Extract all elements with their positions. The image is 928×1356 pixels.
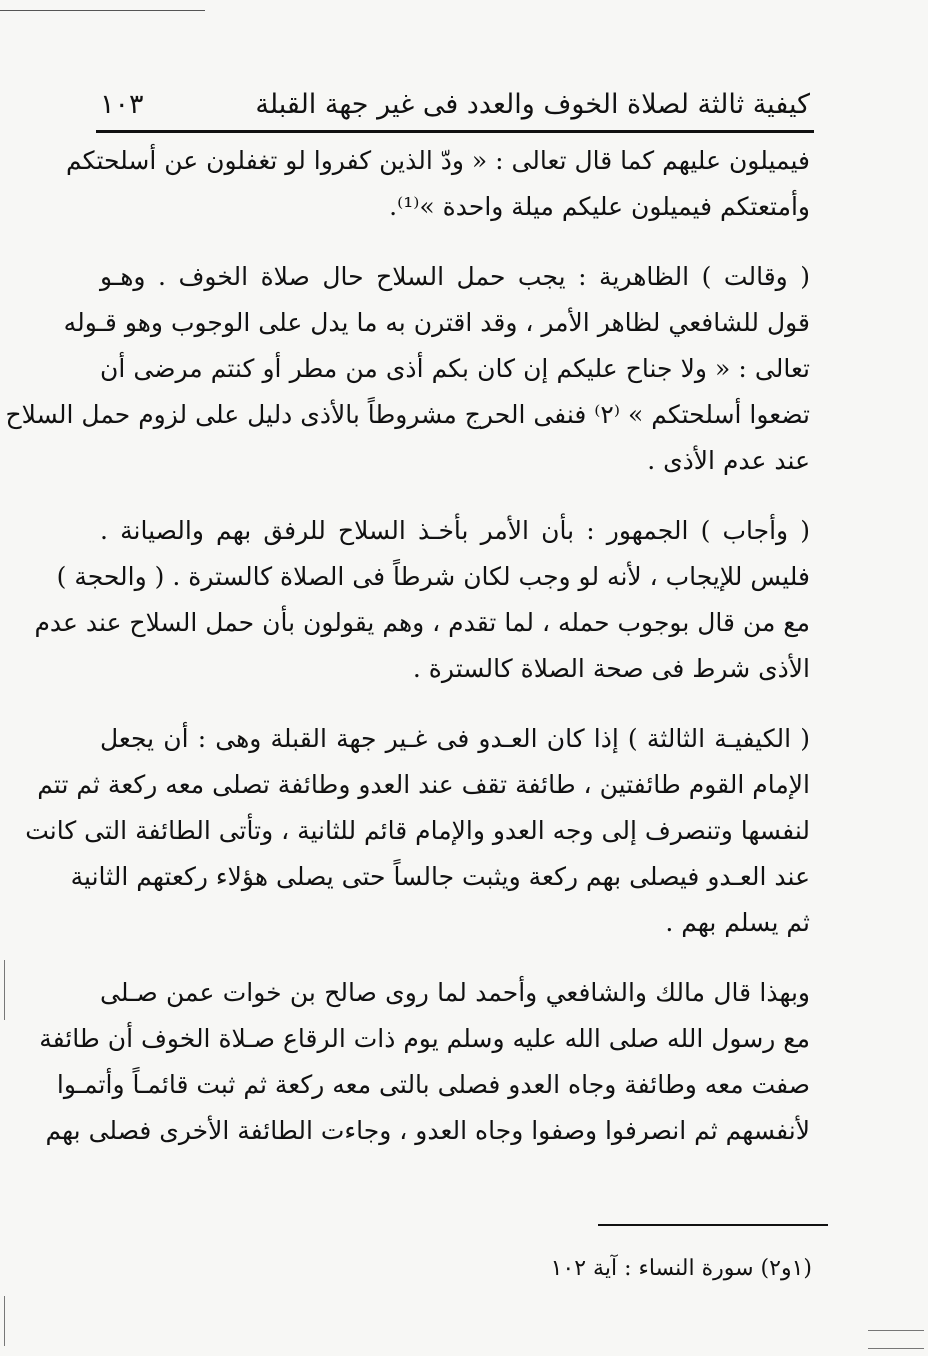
paragraph [25, 716, 810, 946]
paragraph [39, 970, 810, 1154]
scan-edge-mark [4, 1296, 5, 1346]
paragraph [66, 138, 810, 230]
running-title: كيفية ثالثة لصلاة الخوف والعدد فى غير جهة القبلة [255, 88, 810, 120]
text-line: ( وأجاب ) الجمهور : بأن الأمر بأخـذ السلاح للرفق بهم والصيانة . [100, 516, 810, 545]
scan-edge-mark [868, 1348, 924, 1349]
scan-edge-mark [868, 1330, 924, 1331]
scan-edge-line [0, 10, 205, 11]
page-number: ١٠٣ [100, 88, 144, 120]
paragraph [5, 254, 810, 484]
footnote-rule [598, 1224, 828, 1226]
text-line: مع من قال بوجوب حمله ، لما تقدم ، وهم يقولون بأن حمل السلاح عند عدم [34, 608, 810, 637]
text-line: فيميلون عليهم كما قال تعالى : « ودّ الذين كفروا لو تغفلون عن أسلحتكم [66, 146, 810, 175]
text-line: لأنفسهم ثم انصرفوا وصفوا وجاه العدو ، وجاءت الطائفة الأخرى فصلى بهم [45, 1116, 810, 1145]
text-line: تضعوا أسلحتكم » ⁽٢⁾ فنفى الحرج مشروطاً بالأذى دليل على لزوم حمل السلاح [5, 400, 810, 429]
scan-edge-mark [4, 960, 5, 1020]
text-line: الإمام القوم طائفتين ، طائفة تقف عند العدو وطائفة تصلى معه ركعة ثم تتم [37, 770, 810, 799]
body-text [5, 138, 810, 1178]
text-line: وأمتعتكم فيميلون عليكم ميلة واحدة »⁽¹⁾. [389, 192, 810, 221]
text-line: مع رسول الله صلى الله عليه وسلم يوم ذات الرقاع صـلاة الخوف أن طائفة [39, 1024, 810, 1053]
paragraph [34, 508, 810, 692]
page-header [100, 82, 810, 126]
text-line: ( الكيفيـة الثالثة ) إذا كان العـدو فى غـير جهة القبلة وهى : أن يجعل [100, 724, 810, 753]
text-line: وبهذا قال مالك والشافعي وأحمد لما روى صالح بن خوات عمن صـلى [100, 978, 810, 1007]
text-line: ثم يسلم بهم . [665, 908, 810, 937]
text-line: عند العـدو فيصلى بهم ركعة ويثبت جالساً حتى يصلى هؤلاء ركعتهم الثانية [70, 862, 810, 891]
text-line: عند عدم الأذى . [647, 446, 810, 475]
text-line: فليس للإيجاب ، لأنه لو وجب لكان شرطاً فى الصلاة كالسترة . ( والحجة ) [56, 562, 810, 591]
text-line: صفت معه وطائفة وجاه العدو فصلى بالتى معه ركعة ثم ثبت قائمـاً وأتمـوا [56, 1070, 810, 1099]
text-line: الأذى شرط فى صحة الصلاة كالسترة . [412, 654, 810, 683]
text-line: قول للشافعي لظاهر الأمر ، وقد اقترن به ما يدل على الوجوب وهو قـوله [63, 308, 810, 337]
text-line: لنفسها وتنصرف إلى وجه العدو والإمام قائم للثانية ، وتأتى الطائفة التى كانت [25, 816, 810, 845]
header-rule [96, 130, 814, 133]
footnote: (١و٢) سورة النساء : آية ١٠٢ [550, 1256, 812, 1281]
text-line: تعالى : « ولا جناح عليكم إن كان بكم أذى من مطر أو كنتم مرضى أن [100, 354, 810, 383]
text-line: ( وقالت ) الظاهرية : يجب حمل السلاح حال صلاة الخوف . وهـو [100, 262, 810, 291]
